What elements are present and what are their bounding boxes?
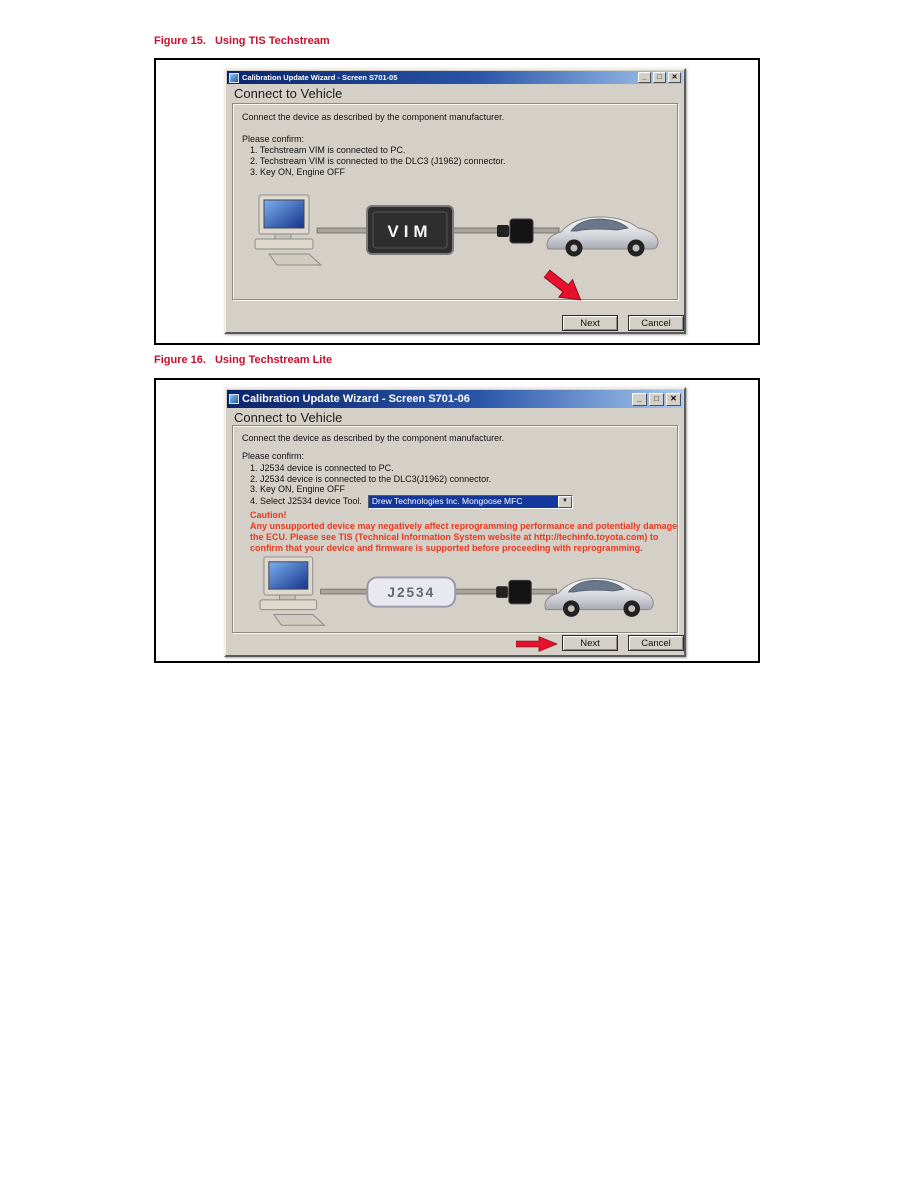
content-panel (232, 103, 678, 300)
vim-label: VIM (387, 222, 433, 241)
caution-title: Caution! (250, 510, 287, 520)
j2534-device-box (367, 577, 455, 606)
next-button[interactable]: Next (562, 315, 618, 331)
figure-15-caption (154, 35, 330, 47)
figure-15-number: Figure 15. (154, 35, 206, 47)
cancel-button[interactable]: Cancel (628, 635, 684, 651)
connector-icon (497, 219, 533, 243)
window-controls (638, 72, 681, 83)
car-icon (545, 578, 653, 617)
intro-text: Connect the device as described by the component manufacturer. (242, 433, 505, 443)
confirm-item: 2. Techstream VIM is connected to the DLC3 (J1962) connector. (250, 156, 506, 166)
connector-icon (496, 580, 531, 603)
maximize-button[interactable]: □ (649, 393, 664, 406)
figure-15-title: Using TIS Techstream (214, 35, 330, 47)
figure-16-caption (154, 354, 332, 366)
confirm-list (250, 145, 505, 178)
confirm-label: Please confirm: (242, 451, 305, 461)
window-icon (229, 394, 239, 404)
intro-text: Connect the device as described by the component manufacturer. (242, 112, 505, 122)
page-title: Connect to Vehicle (234, 410, 343, 425)
cancel-button[interactable]: Cancel (628, 315, 684, 331)
car-icon (547, 217, 658, 257)
confirm-label: Please confirm: (242, 134, 305, 144)
window-icon (229, 73, 239, 83)
confirm-item: 3. Key ON, Engine OFF (250, 484, 346, 494)
window-controls (632, 393, 681, 406)
confirm-item (250, 495, 573, 509)
close-button[interactable]: ✕ (668, 72, 681, 83)
calibration-wizard-window-s701-06 (224, 387, 686, 657)
connection-diagram-vim (247, 192, 677, 274)
close-button[interactable]: ✕ (666, 393, 681, 406)
next-button[interactable]: Next (562, 635, 618, 651)
content-panel (232, 425, 678, 633)
confirm-list (250, 463, 573, 509)
figure-15-frame (154, 58, 760, 345)
title-bar (227, 71, 683, 84)
connection-diagram-j2534 (247, 554, 677, 634)
caution-text: Any unsupported device may negatively affect reprogramming performance and potentially damage the ECU. Please see TIS (Technical Information System website at http://techinfo.toyota.com) to confirm that your device and firmware is supported before proceeding with reprogramming. (250, 521, 678, 553)
page-title: Connect to Vehicle (234, 86, 343, 101)
minimize-button[interactable]: _ (638, 72, 651, 83)
figure-16-number: Figure 16. (154, 354, 206, 366)
maximize-button[interactable]: □ (653, 72, 666, 83)
figure-16-title: Using Techstream Lite (214, 354, 333, 366)
title-bar (227, 390, 683, 408)
red-arrow-annotation (516, 636, 558, 652)
confirm-item-label: 4. Select J2534 device Tool. (250, 496, 362, 507)
confirm-item: 1. Techstream VIM is connected to PC. (250, 145, 406, 155)
window-title: Calibration Update Wizard - Screen S701-06 (242, 393, 470, 405)
confirm-item: 1. J2534 device is connected to PC. (250, 463, 394, 473)
j2534-label: J2534 (387, 584, 436, 600)
vim-device-box (367, 206, 453, 254)
computer-icon (255, 195, 321, 265)
confirm-item: 2. J2534 device is connected to the DLC3(J1962) connector. (250, 473, 492, 484)
calibration-wizard-window-s701-05 (224, 68, 686, 334)
device-tool-dropdown[interactable] (368, 495, 573, 509)
minimize-button[interactable]: _ (632, 393, 647, 406)
device-tool-selected-value: Drew Technologies Inc. Mongoose MFC (369, 496, 558, 508)
window-title: Calibration Update Wizard - Screen S701-05 (242, 73, 398, 82)
chevron-down-icon[interactable]: ▼ (558, 496, 572, 508)
confirm-item: 3. Key ON, Engine OFF (250, 167, 346, 177)
figure-16-frame (154, 378, 760, 663)
computer-icon (260, 557, 324, 625)
